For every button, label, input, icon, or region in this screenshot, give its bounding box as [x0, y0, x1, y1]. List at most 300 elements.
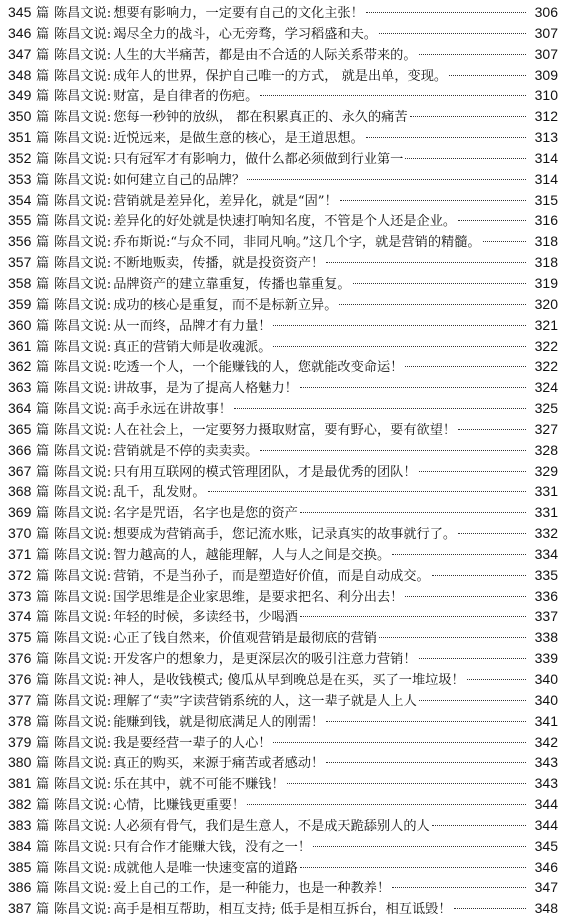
- dot-leader: [458, 220, 526, 221]
- entry-pian-label: 篇: [36, 276, 50, 292]
- entry-title: 真正的购买，来源于痛苦或者感动！: [113, 756, 325, 772]
- entry-author: 陈昌文说:: [54, 881, 112, 897]
- entry-number: 350: [8, 108, 32, 125]
- entry-title: 乐在其中，就不可能不赚钱！: [113, 777, 285, 793]
- dot-leader: [300, 512, 526, 513]
- entry-pian-label: 篇: [36, 610, 50, 626]
- toc-entry[interactable]: [8, 127, 558, 148]
- entry-title: 财富，是自律者的伤疤。: [113, 89, 259, 105]
- entry-page-number: 314: [534, 170, 558, 187]
- entry-author: 陈昌文说:: [54, 673, 112, 688]
- entry-author: 陈昌文说:: [54, 235, 112, 251]
- toc-entry[interactable]: [8, 315, 558, 336]
- entry-pian-label: 篇: [36, 735, 50, 751]
- entry-author: 陈昌文说:: [54, 6, 112, 21]
- entry-author: 陈昌文说:: [54, 589, 112, 605]
- toc-entry[interactable]: [8, 398, 558, 419]
- entry-author: 陈昌文说:: [54, 151, 112, 167]
- entry-author: 陈昌文说:: [54, 443, 112, 459]
- entry-title: 成就他人是唯一快速变富的道路: [113, 860, 298, 876]
- toc-entry[interactable]: [8, 898, 558, 919]
- dot-leader: [326, 262, 526, 263]
- entry-author: 陈昌文说:: [54, 110, 112, 126]
- toc-entry[interactable]: [8, 252, 558, 273]
- dot-leader: [260, 450, 526, 451]
- toc-entry[interactable]: [8, 836, 558, 857]
- dot-leader: [392, 887, 526, 888]
- entry-number: 357: [8, 254, 32, 271]
- entry-pian-label: 篇: [36, 756, 50, 772]
- entry-pian-label: 篇: [36, 485, 50, 501]
- entry-author: 陈昌文说:: [54, 402, 112, 418]
- entry-number: 382: [8, 796, 32, 813]
- entry-number: 374: [8, 608, 32, 625]
- entry-page-number: 338: [534, 629, 558, 646]
- toc-entry[interactable]: [8, 752, 558, 773]
- entry-number: 352: [8, 149, 32, 166]
- entry-author: 陈昌文说:: [54, 360, 112, 376]
- entry-number: 360: [8, 316, 32, 333]
- toc-entry[interactable]: [8, 440, 558, 461]
- dot-leader: [273, 325, 526, 326]
- entry-pian-label: 篇: [36, 89, 50, 105]
- entry-pian-label: 篇: [36, 652, 50, 668]
- toc-entry[interactable]: [8, 356, 558, 377]
- entry-title: 吃透一个人，一个能赚钱的人，您就能改变命运！: [113, 360, 404, 376]
- entry-pian-label: 篇: [36, 318, 50, 334]
- entry-page-number: 345: [534, 837, 558, 854]
- entry-page-number: 321: [534, 316, 558, 333]
- entry-title: 人生的大半痛苦，都是由不合适的人际关系带来的。: [113, 47, 417, 63]
- entry-page-number: 336: [534, 587, 558, 604]
- toc-entry[interactable]: [8, 148, 558, 169]
- entry-author: 陈昌文说:: [54, 798, 112, 814]
- toc-entry[interactable]: [8, 85, 558, 106]
- dot-leader: [410, 116, 526, 117]
- entry-number: 354: [8, 191, 32, 208]
- entry-author: 陈昌文说:: [54, 214, 112, 230]
- entry-number: 379: [8, 733, 32, 750]
- entry-author: 陈昌文说:: [54, 547, 112, 563]
- entry-number: 380: [8, 754, 32, 771]
- entry-number: 370: [8, 525, 32, 542]
- toc-entry[interactable]: [8, 627, 558, 648]
- entry-author: 陈昌文说:: [54, 756, 112, 772]
- dot-leader: [326, 721, 526, 722]
- entry-author: 陈昌文说:: [54, 527, 112, 543]
- entry-title: 爱上自己的工作，是一种能力，也是一种教养！: [113, 881, 391, 897]
- entry-title: 高手永远在讲故事！: [113, 402, 232, 418]
- entry-title: 国学思维是企业家思维，是要求把名、利分出去！: [113, 589, 404, 605]
- toc-entry[interactable]: [8, 336, 558, 357]
- entry-author: 陈昌文说:: [54, 172, 112, 188]
- entry-pian-label: 篇: [36, 381, 50, 397]
- dot-leader: [454, 908, 526, 909]
- entry-number: 365: [8, 420, 32, 437]
- entry-page-number: 334: [534, 545, 558, 562]
- entry-author: 陈昌文说:: [54, 485, 112, 501]
- dot-leader: [458, 429, 526, 430]
- entry-pian-label: 篇: [36, 256, 50, 272]
- entry-author: 陈昌文说:: [54, 68, 112, 84]
- entry-pian-label: 篇: [36, 506, 50, 522]
- entry-author: 陈昌文说:: [54, 256, 112, 272]
- dot-leader: [419, 54, 526, 55]
- entry-number: 371: [8, 545, 32, 562]
- entry-pian-label: 篇: [36, 693, 50, 709]
- entry-pian-label: 篇: [36, 568, 50, 584]
- entry-pian-label: 篇: [36, 193, 50, 209]
- entry-number: 355: [8, 212, 32, 229]
- entry-page-number: 346: [534, 858, 558, 875]
- entry-number: 384: [8, 837, 32, 854]
- entry-number: 386: [8, 879, 32, 896]
- entry-author: 陈昌文说:: [54, 631, 112, 647]
- entry-title: 智力越高的人，越能理解，人与人之间是交换。: [113, 547, 391, 563]
- entry-author: 陈昌文说:: [54, 381, 112, 397]
- dot-leader: [300, 867, 526, 868]
- entry-title: 想要成为营销高手，您记流水账，记录真实的故事就行了。: [113, 527, 457, 543]
- toc-entry[interactable]: [8, 544, 558, 565]
- entry-pian-label: 篇: [36, 714, 50, 730]
- entry-page-number: 314: [534, 149, 558, 166]
- toc-entry[interactable]: [8, 877, 558, 898]
- entry-pian-label: 篇: [36, 110, 50, 126]
- entry-number: 356: [8, 233, 32, 250]
- entry-page-number: 347: [534, 879, 558, 896]
- dot-leader: [300, 616, 526, 617]
- dot-leader: [483, 241, 526, 242]
- toc-entry[interactable]: [8, 419, 558, 440]
- entry-page-number: 340: [534, 671, 558, 687]
- entry-author: 陈昌文说:: [54, 735, 112, 751]
- entry-author: 陈昌文说:: [54, 714, 112, 730]
- entry-pian-label: 篇: [36, 443, 50, 459]
- entry-author: 陈昌文说:: [54, 568, 112, 584]
- entry-page-number: 310: [534, 87, 558, 104]
- entry-page-number: 344: [534, 816, 558, 833]
- entry-title: 近悦远来，是做生意的核心，是王道思想。: [113, 131, 364, 147]
- toc-entry[interactable]: [8, 231, 558, 252]
- toc-entry[interactable]: [8, 711, 558, 732]
- entry-title: 神人，是收钱模式; 傻瓜从早到晚总是在买，买了一堆垃圾！: [113, 673, 465, 688]
- entry-author: 陈昌文说:: [54, 26, 112, 42]
- dot-leader: [287, 783, 526, 784]
- entry-number: 369: [8, 504, 32, 521]
- entry-title: 您每一秒钟的放纵， 都在积累真正的、永久的痛苦: [113, 110, 408, 126]
- dot-leader: [449, 75, 526, 76]
- toc-entry[interactable]: [8, 669, 558, 690]
- entry-number: 353: [8, 170, 32, 187]
- entry-pian-label: 篇: [36, 6, 50, 21]
- entry-page-number: 340: [534, 691, 558, 708]
- dot-leader: [300, 387, 526, 388]
- entry-title: 只有用互联网的模式管理团队，才是最优秀的团队！: [113, 464, 417, 480]
- entry-title: 差异化的好处就是快速打响知名度，不管是个人还是企业。: [113, 214, 457, 230]
- dot-leader: [234, 408, 526, 409]
- toc-entry[interactable]: [8, 169, 558, 190]
- entry-page-number: 341: [534, 712, 558, 729]
- entry-title: 营销就是不停的卖卖卖。: [113, 443, 259, 459]
- entry-pian-label: 篇: [36, 527, 50, 543]
- toc-entry[interactable]: [8, 606, 558, 627]
- entry-author: 陈昌文说:: [54, 89, 112, 105]
- entry-page-number: 309: [534, 66, 558, 83]
- toc-entry[interactable]: [8, 481, 558, 502]
- dot-leader: [339, 304, 526, 305]
- dot-leader: [208, 491, 526, 492]
- dot-leader: [432, 575, 526, 576]
- entry-pian-label: 篇: [36, 235, 50, 251]
- entry-title: 心情，比赚钱更重要！: [113, 798, 246, 814]
- entry-page-number: 328: [534, 441, 558, 458]
- entry-author: 陈昌文说:: [54, 339, 112, 355]
- entry-author: 陈昌文说:: [54, 318, 112, 334]
- entry-author: 陈昌文说:: [54, 818, 112, 834]
- toc-entry[interactable]: [8, 690, 558, 711]
- entry-title: 只有合作才能赚大钱，没有之一！: [113, 839, 312, 855]
- toc-entry[interactable]: [8, 773, 558, 794]
- entry-page-number: 335: [534, 566, 558, 583]
- dot-leader: [405, 158, 526, 159]
- entry-title: 开发客户的想象力，是更深层次的吸引注意力营销！: [113, 652, 417, 668]
- toc-entry[interactable]: [8, 794, 558, 815]
- entry-number: 373: [8, 587, 32, 604]
- toc-entry[interactable]: [8, 377, 558, 398]
- dot-leader: [419, 471, 526, 472]
- entry-number: 361: [8, 337, 32, 354]
- entry-page-number: 343: [534, 754, 558, 771]
- toc-entry[interactable]: [8, 857, 558, 878]
- entry-page-number: 348: [534, 900, 558, 917]
- toc-entry[interactable]: [8, 565, 558, 586]
- entry-page-number: 318: [534, 233, 558, 250]
- toc-entry[interactable]: [8, 586, 558, 607]
- entry-number: 362: [8, 358, 32, 375]
- dot-leader: [260, 95, 526, 96]
- entry-title: 真正的营销大师是收魂派。: [113, 339, 272, 355]
- dot-leader: [247, 804, 526, 805]
- entry-page-number: 324: [534, 379, 558, 396]
- entry-title: 营销，不是当孙子，而是塑造好价值，而是自动成交。: [113, 568, 430, 584]
- entry-author: 陈昌文说:: [54, 464, 112, 480]
- entry-pian-label: 篇: [36, 68, 50, 84]
- dot-leader: [313, 846, 526, 847]
- dot-leader: [326, 762, 526, 763]
- entry-number: 377: [8, 691, 32, 708]
- toc-entry[interactable]: [8, 502, 558, 523]
- entry-pian-label: 篇: [36, 860, 50, 876]
- entry-number: 376: [8, 650, 32, 667]
- dot-leader: [366, 12, 526, 13]
- entry-page-number: 344: [534, 796, 558, 813]
- dot-leader: [467, 679, 526, 680]
- entry-page-number: 313: [534, 129, 558, 146]
- dot-leader: [392, 554, 526, 555]
- entry-title: 如何建立自己的品牌？: [113, 172, 246, 188]
- entry-title: 名字是咒语，名字也是您的资产: [113, 506, 298, 522]
- entry-author: 陈昌文说:: [54, 902, 112, 918]
- entry-pian-label: 篇: [36, 422, 50, 438]
- entry-page-number: 319: [534, 274, 558, 291]
- entry-author: 陈昌文说:: [54, 860, 112, 876]
- entry-page-number: 339: [534, 650, 558, 667]
- entry-title: 品牌资产的建立靠重复，传播也靠重复。: [113, 276, 351, 292]
- dot-leader: [273, 346, 526, 347]
- entry-title: 营销就是差异化，差异化，就是“固”！: [113, 193, 338, 209]
- dot-leader: [432, 825, 526, 826]
- entry-author: 陈昌文说:: [54, 506, 112, 522]
- entry-pian-label: 篇: [36, 881, 50, 897]
- entry-pian-label: 篇: [36, 402, 50, 418]
- entry-pian-label: 篇: [36, 902, 50, 918]
- entry-number: 383: [8, 816, 32, 833]
- entry-page-number: 337: [534, 608, 558, 625]
- entry-title: 我是要经营一辈子的人心！: [113, 735, 272, 751]
- toc-entry[interactable]: [8, 461, 558, 482]
- dot-leader: [419, 658, 526, 659]
- entry-number: 364: [8, 400, 32, 417]
- entry-pian-label: 篇: [36, 673, 50, 688]
- entry-page-number: 332: [534, 525, 558, 542]
- entry-page-number: 306: [534, 4, 558, 20]
- entry-title: 能赚到钱，就是彻底满足人的刚需！: [113, 714, 325, 730]
- entry-pian-label: 篇: [36, 798, 50, 814]
- entry-title: 不断地贩卖，传播，就是投资资产！: [113, 256, 325, 272]
- dot-leader: [247, 179, 526, 180]
- toc-entry[interactable]: [8, 648, 558, 669]
- entry-title: 讲故事，是为了提高人格魅力！: [113, 381, 298, 397]
- entry-page-number: 322: [534, 358, 558, 375]
- dot-leader: [405, 596, 526, 597]
- toc-entry[interactable]: [8, 23, 558, 44]
- entry-title: 人在社会上，一定要努力摄取财富，要有野心，要有欲望！: [113, 422, 457, 438]
- entry-page-number: 329: [534, 462, 558, 479]
- dot-leader: [405, 366, 526, 367]
- toc-entry[interactable]: [8, 523, 558, 544]
- entry-title: 乱千，乱发财。: [113, 485, 206, 501]
- entry-pian-label: 篇: [36, 214, 50, 230]
- entry-number: 378: [8, 712, 32, 729]
- entry-number: 345: [8, 4, 32, 20]
- entry-title: 想要有影响力，一定要有自己的文化主张！: [113, 6, 364, 21]
- entry-page-number: 331: [534, 483, 558, 500]
- toc-entry[interactable]: [8, 190, 558, 211]
- dot-leader: [379, 33, 526, 34]
- toc-entry[interactable]: [8, 106, 558, 127]
- entry-page-number: 327: [534, 420, 558, 437]
- entry-number: 387: [8, 900, 32, 917]
- entry-number: 363: [8, 379, 32, 396]
- entry-number: 346: [8, 24, 32, 41]
- entry-title: 理解了“卖”字读营销系统的人，这一辈子就是人上人: [113, 693, 417, 709]
- entry-number: 366: [8, 441, 32, 458]
- entry-page-number: 315: [534, 191, 558, 208]
- entry-number: 375: [8, 629, 32, 646]
- entry-title: 高手是相互帮助，相互支持; 低手是相互拆台，相互诋毁！: [113, 902, 452, 918]
- toc-entry[interactable]: [8, 732, 558, 753]
- entry-page-number: 307: [534, 45, 558, 62]
- toc-entry[interactable]: [8, 815, 558, 836]
- entry-page-number: 320: [534, 295, 558, 312]
- entry-pian-label: 篇: [36, 297, 50, 313]
- toc-entry[interactable]: [8, 2, 558, 23]
- entry-title: 年轻的时候，多读经书，少喝酒: [113, 610, 298, 626]
- entry-number: 368: [8, 483, 32, 500]
- toc-entry[interactable]: [8, 210, 558, 231]
- entry-pian-label: 篇: [36, 131, 50, 147]
- entry-page-number: 322: [534, 337, 558, 354]
- dot-leader: [353, 283, 526, 284]
- entry-page-number: 325: [534, 400, 558, 417]
- entry-title: 从一而终，品牌才有力量！: [113, 318, 272, 334]
- toc-entry[interactable]: [8, 294, 558, 315]
- entry-number: 359: [8, 295, 32, 312]
- dot-leader: [366, 137, 526, 138]
- entry-number: 348: [8, 66, 32, 83]
- entry-title: 成功的核心是重复，而不是标新立异。: [113, 297, 338, 313]
- dot-leader: [273, 742, 526, 743]
- entry-page-number: 307: [534, 24, 558, 41]
- entry-pian-label: 篇: [36, 818, 50, 834]
- entry-title: 成年人的世界，保护自己唯一的方式， 就是出单，变现。: [113, 68, 448, 84]
- entry-title: 心正了钱自然来，价值观营销是最彻底的营销: [113, 631, 377, 647]
- entry-title: 只有冠军才有影响力，做什么都必须做到行业第一: [113, 151, 404, 167]
- dot-leader: [340, 200, 526, 201]
- entry-pian-label: 篇: [36, 631, 50, 647]
- entry-page-number: 343: [534, 775, 558, 792]
- entry-title: 乔布斯说:“与众不同，非同凡响。”这几个字，就是营销的精髓。: [113, 235, 481, 251]
- entry-author: 陈昌文说:: [54, 777, 112, 793]
- toc-entry[interactable]: [8, 273, 558, 294]
- entry-number: 376: [8, 671, 32, 687]
- entry-author: 陈昌文说:: [54, 276, 112, 292]
- entry-author: 陈昌文说:: [54, 47, 112, 63]
- entry-pian-label: 篇: [36, 47, 50, 63]
- entry-author: 陈昌文说:: [54, 193, 112, 209]
- dot-leader: [379, 637, 526, 638]
- entry-pian-label: 篇: [36, 777, 50, 793]
- entry-number: 385: [8, 858, 32, 875]
- toc-entry[interactable]: [8, 65, 558, 86]
- entry-pian-label: 篇: [36, 589, 50, 605]
- entry-page-number: 312: [534, 108, 558, 125]
- entry-author: 陈昌文说:: [54, 610, 112, 626]
- entry-number: 347: [8, 45, 32, 62]
- entry-author: 陈昌文说:: [54, 131, 112, 147]
- entry-title: 竭尽全力的战斗，心无旁骛，学习稻盛和夫。: [113, 26, 377, 42]
- dot-leader: [458, 533, 526, 534]
- toc-entry[interactable]: [8, 44, 558, 65]
- entry-page-number: 316: [534, 212, 558, 229]
- entry-pian-label: 篇: [36, 360, 50, 376]
- entry-page-number: 318: [534, 254, 558, 271]
- entry-pian-label: 篇: [36, 151, 50, 167]
- entry-author: 陈昌文说:: [54, 297, 112, 313]
- entry-author: 陈昌文说:: [54, 652, 112, 668]
- entry-author: 陈昌文说:: [54, 693, 112, 709]
- entry-pian-label: 篇: [36, 339, 50, 355]
- entry-number: 372: [8, 566, 32, 583]
- entry-pian-label: 篇: [36, 464, 50, 480]
- entry-number: 367: [8, 462, 32, 479]
- entry-author: 陈昌文说:: [54, 422, 112, 438]
- entry-number: 358: [8, 274, 32, 291]
- entry-title: 人必须有骨气，我们是生意人，不是成天跪舔别人的人: [113, 818, 430, 834]
- entry-number: 349: [8, 87, 32, 104]
- entry-pian-label: 篇: [36, 839, 50, 855]
- entry-pian-label: 篇: [36, 547, 50, 563]
